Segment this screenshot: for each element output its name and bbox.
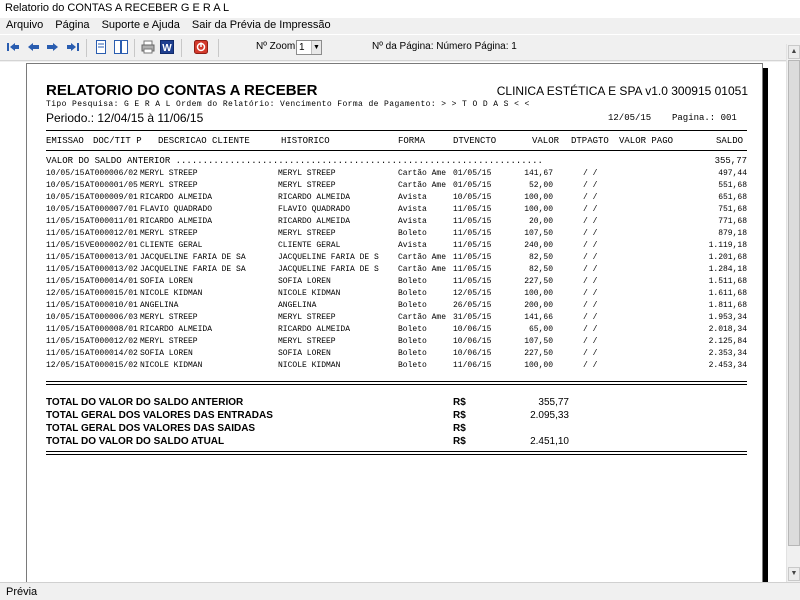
divider [46, 150, 747, 151]
cell-forma: Boleto [398, 229, 427, 238]
cell-vencimento: 11/05/15 [453, 265, 492, 274]
cell-saldo: 2.453,34 [708, 361, 747, 370]
cell-doc: AT000001/05 [85, 181, 138, 190]
col-saldo: SALDO [716, 136, 744, 146]
cell-valor: 141,66 [524, 313, 553, 322]
cell-historico: NICOLE KIDMAN [278, 289, 341, 298]
divider [46, 384, 747, 385]
cell-doc: AT000014/01 [85, 277, 138, 286]
cell-valor: 100,00 [524, 361, 553, 370]
cell-cliente: MERYL STREEP [140, 229, 198, 238]
cell-historico: MERYL STREEP [278, 337, 336, 346]
cell-forma: Avista [398, 193, 427, 202]
cell-historico: SOFIA LOREN [278, 349, 331, 358]
cell-emissao: 12/05/15 [46, 361, 85, 370]
cell-dtpagto: / / [583, 241, 598, 250]
page-number-label: Nº da Página: Número Página: 1 [372, 41, 517, 52]
print-button[interactable] [140, 39, 156, 55]
cell-saldo: 1.284,18 [708, 265, 747, 274]
cell-vencimento: 11/05/15 [453, 205, 492, 214]
cell-cliente: SOFIA LOREN [140, 349, 193, 358]
cell-dtpagto: / / [583, 313, 598, 322]
cell-forma: Boleto [398, 277, 427, 286]
menu-sair-previa[interactable]: Sair da Prévia de Impressão [191, 19, 331, 31]
cell-vencimento: 12/05/15 [453, 289, 492, 298]
cell-forma: Cartão Ame [398, 181, 447, 190]
cell-doc: AT000012/01 [85, 229, 138, 238]
cell-cliente: MERYL STREEP [140, 169, 198, 178]
table-row [27, 229, 764, 241]
cell-emissao: 11/05/15 [46, 229, 85, 238]
cell-emissao: 10/05/15 [46, 313, 85, 322]
cell-valor: 65,00 [528, 325, 553, 334]
cell-saldo: 2.125,84 [708, 337, 747, 346]
cell-historico: RICARDO ALMEIDA [278, 193, 351, 202]
status-bar: Prévia [0, 582, 800, 600]
table-row [27, 265, 764, 277]
col-valor-pago: VALOR PAGO [619, 136, 674, 146]
cell-valor: 227,50 [524, 277, 553, 286]
cell-emissao: 11/05/15 [46, 277, 85, 286]
table-row [27, 361, 764, 373]
cell-historico: NICOLE KIDMAN [278, 361, 341, 370]
cell-valor: 200,00 [524, 301, 553, 310]
two-pages-icon [114, 40, 128, 54]
toolbar-separator [218, 39, 219, 57]
cell-doc: AT000008/01 [85, 325, 138, 334]
cell-emissao: 11/05/15 [46, 349, 85, 358]
total-currency: R$ [453, 410, 466, 421]
zoom-label: Nº Zoom [256, 41, 296, 52]
cell-valor: 20,00 [528, 217, 553, 226]
cell-vencimento: 11/05/15 [453, 241, 492, 250]
cell-saldo: 879,18 [718, 229, 747, 238]
report-period: Periodo.: 12/04/15 à 11/06/15 [46, 111, 204, 125]
cell-forma: Avista [398, 205, 427, 214]
cell-dtpagto: / / [583, 253, 598, 262]
cell-vencimento: 01/05/15 [453, 181, 492, 190]
cell-saldo: 771,68 [718, 217, 747, 226]
cell-emissao: 11/05/15 [46, 325, 85, 334]
cell-cliente: RICARDO ALMEIDA [140, 217, 213, 226]
toolbar-separator [134, 39, 135, 57]
close-preview-button[interactable] [193, 39, 209, 55]
cell-forma: Boleto [398, 337, 427, 346]
table-row [27, 325, 764, 337]
divider [46, 451, 747, 452]
report-page-number: Pagina.: 001 [672, 113, 737, 123]
cell-dtpagto: / / [583, 265, 598, 274]
single-page-button[interactable] [93, 39, 109, 55]
saldo-anterior-label: VALOR DO SALDO ANTERIOR .................................................................... [46, 156, 543, 166]
menu-bar [0, 18, 800, 34]
cell-saldo: 751,68 [718, 205, 747, 214]
cell-vencimento: 10/05/15 [453, 193, 492, 202]
cell-emissao: 11/05/15 [46, 301, 85, 310]
cell-emissao: 11/05/15 [46, 253, 85, 262]
cell-valor: 52,00 [528, 181, 553, 190]
window-title: Relatorio do CONTAS A RECEBER G E R A L [0, 0, 800, 18]
cell-historico: ANGELINA [278, 301, 317, 310]
cell-valor: 100,00 [524, 289, 553, 298]
cell-forma: Boleto [398, 361, 427, 370]
cell-doc: AT000013/01 [85, 253, 138, 262]
total-currency: R$ [453, 423, 466, 434]
report-parameters: Tipo Pesquisa: G E R A L Ordem do Relatório: Vencimento Forma de Pagamento: > > T O D A S < < [46, 100, 530, 109]
cell-forma: Avista [398, 241, 427, 250]
cell-emissao: 10/05/15 [46, 169, 85, 178]
col-dtvencto: DTVENCTO [453, 136, 497, 146]
cell-doc: VE000002/01 [85, 241, 138, 250]
table-row [27, 349, 764, 361]
scroll-thumb[interactable] [788, 60, 800, 546]
cell-saldo: 1.201,68 [708, 253, 747, 262]
printer-icon [141, 40, 155, 54]
cell-emissao: 11/05/15 [46, 241, 85, 250]
table-row [27, 313, 764, 325]
cell-emissao: 12/05/15 [46, 289, 85, 298]
cell-doc: AT000015/01 [85, 289, 138, 298]
table-row [27, 241, 764, 253]
chevron-down-icon: ▼ [311, 41, 321, 54]
cell-doc: AT000012/02 [85, 337, 138, 346]
cell-saldo: 2.018,34 [708, 325, 747, 334]
zoom-value: 1 [299, 42, 305, 53]
table-row [27, 169, 764, 181]
arrow-left-icon [26, 41, 40, 53]
cell-vencimento: 31/05/15 [453, 313, 492, 322]
cell-vencimento: 10/06/15 [453, 349, 492, 358]
cell-vencimento: 11/05/15 [453, 229, 492, 238]
last-page-icon [66, 41, 80, 53]
total-saldo-atual-value: 2.451,10 [530, 436, 569, 447]
toolbar-separator [181, 39, 182, 57]
cell-doc: AT000009/01 [85, 193, 138, 202]
cell-saldo: 651,68 [718, 193, 747, 202]
cell-dtpagto: / / [583, 361, 598, 370]
report-date: 12/05/15 [608, 113, 652, 123]
cell-cliente: FLÁVIO QUADRADO [140, 205, 213, 214]
preview-viewport [0, 62, 786, 582]
cell-forma: Boleto [398, 325, 427, 334]
cell-dtpagto: / / [583, 229, 598, 238]
cell-doc: AT000013/02 [85, 265, 138, 274]
previous-page-button[interactable] [25, 39, 41, 55]
first-page-button[interactable] [5, 39, 21, 55]
cell-valor: 100,00 [524, 205, 553, 214]
cell-emissao: 11/05/15 [46, 217, 85, 226]
total-entradas-label: TOTAL GERAL DOS VALORES DAS ENTRADAS [46, 410, 273, 421]
col-doc: DOC/TIT P [93, 136, 142, 146]
zoom-select[interactable] [296, 40, 322, 55]
cell-doc: AT000011/01 [85, 217, 138, 226]
cell-dtpagto: / / [583, 349, 598, 358]
report-page [26, 63, 763, 582]
scroll-down-icon[interactable]: ▼ [788, 567, 800, 581]
table-row [27, 337, 764, 349]
cell-forma: Cartão Ame [398, 253, 447, 262]
cell-cliente: JACQUELINE FARIA DE SA [140, 253, 246, 262]
total-saidas-label: TOTAL GERAL DOS VALORES DAS SAIDAS [46, 423, 256, 434]
vertical-scrollbar[interactable] [786, 44, 800, 582]
cell-cliente: MERYL STREEP [140, 313, 198, 322]
cell-dtpagto: / / [583, 337, 598, 346]
cell-historico: RICARDO ALMEIDA [278, 325, 351, 334]
cell-vencimento: 11/06/15 [453, 361, 492, 370]
two-pages-button[interactable] [113, 39, 129, 55]
cell-cliente: SOFIA LOREN [140, 277, 193, 286]
col-descricao: DESCRICAO CLIENTE [158, 136, 250, 146]
cell-dtpagto: / / [583, 325, 598, 334]
total-entradas-value: 2.095,33 [530, 410, 569, 421]
total-saldo-atual-label: TOTAL DO VALOR DO SALDO ATUAL [46, 436, 225, 447]
exit-icon [194, 40, 208, 54]
cell-saldo: 1.611,68 [708, 289, 747, 298]
cell-saldo: 497,44 [718, 169, 747, 178]
cell-cliente: NICOLE KIDMAN [140, 289, 203, 298]
cell-dtpagto: / / [583, 289, 598, 298]
table-row [27, 253, 764, 265]
cell-historico: JACQUELINE FARIA DE S [278, 253, 379, 262]
saldo-anterior-value: 355,77 [687, 156, 747, 166]
next-page-button[interactable] [45, 39, 61, 55]
cell-emissao: 11/05/15 [46, 337, 85, 346]
cell-cliente: JACQUELINE FARIA DE SA [140, 265, 246, 274]
cell-dtpagto: / / [583, 181, 598, 190]
total-saldo-anterior-label: TOTAL DO VALOR DO SALDO ANTERIOR [46, 397, 244, 408]
cell-vencimento: 26/05/15 [453, 301, 492, 310]
cell-historico: JACQUELINE FARIA DE S [278, 265, 379, 274]
cell-historico: FLÁVIO QUADRADO [278, 205, 351, 214]
cell-historico: MERYL STREEP [278, 181, 336, 190]
cell-cliente: RICARDO ALMEIDA [140, 325, 213, 334]
cell-forma: Avista [398, 217, 427, 226]
page-icon [95, 40, 107, 54]
cell-doc: AT000007/01 [85, 205, 138, 214]
toolbar-separator [86, 39, 87, 57]
menu-pagina[interactable]: Página [55, 19, 90, 31]
cell-saldo: 1.511,68 [708, 277, 747, 286]
cell-valor: 82,50 [528, 253, 553, 262]
last-page-button[interactable] [65, 39, 81, 55]
first-page-icon [6, 41, 20, 53]
cell-valor: 240,00 [524, 241, 553, 250]
export-word-button[interactable] [159, 39, 175, 55]
cell-cliente: NICOLE KIDMAN [140, 361, 203, 370]
table-row [27, 217, 764, 229]
cell-doc: AT000006/03 [85, 313, 138, 322]
cell-cliente: ANGELINA [140, 301, 179, 310]
cell-dtpagto: / / [583, 277, 598, 286]
table-row [27, 301, 764, 313]
word-icon [160, 40, 174, 54]
cell-emissao: 10/05/15 [46, 193, 85, 202]
col-emissao: EMISSAO [46, 136, 84, 146]
cell-historico: MERYL STREEP [278, 313, 336, 322]
divider [46, 130, 747, 131]
total-saldo-anterior-value: 355,77 [538, 397, 569, 408]
menu-suporte-ajuda[interactable]: Suporte e Ajuda [101, 19, 180, 31]
cell-dtpagto: / / [583, 205, 598, 214]
cell-emissao: 10/05/15 [46, 205, 85, 214]
cell-vencimento: 11/05/15 [453, 277, 492, 286]
cell-valor: 107,50 [524, 337, 553, 346]
cell-saldo: 1.811,68 [708, 301, 747, 310]
clinic-name: CLINICA ESTÉTICA E SPA v1.0 300915 01051 [496, 84, 748, 98]
cell-vencimento: 01/05/15 [453, 169, 492, 178]
cell-doc: AT000014/02 [85, 349, 138, 358]
divider [46, 454, 747, 455]
cell-historico: CLIENTE GERAL [278, 241, 341, 250]
cell-dtpagto: / / [583, 169, 598, 178]
table-row [27, 277, 764, 289]
cell-forma: Boleto [398, 289, 427, 298]
col-historico: HISTORICO [281, 136, 330, 146]
cell-vencimento: 10/06/15 [453, 325, 492, 334]
cell-saldo: 1.119,18 [708, 241, 747, 250]
cell-historico: SOFIA LOREN [278, 277, 331, 286]
cell-forma: Cartão Ame [398, 265, 447, 274]
toolbar [0, 34, 800, 61]
cell-vencimento: 11/05/15 [453, 253, 492, 262]
col-dtpagto: DTPAGTO [571, 136, 609, 146]
cell-valor: 227,50 [524, 349, 553, 358]
cell-forma: Cartão Ame [398, 169, 447, 178]
cell-saldo: 1.953,34 [708, 313, 747, 322]
cell-valor: 100,00 [524, 193, 553, 202]
cell-cliente: MERYL STREEP [140, 337, 198, 346]
cell-emissao: 11/05/15 [46, 265, 85, 274]
cell-emissao: 10/05/15 [46, 181, 85, 190]
cell-forma: Boleto [398, 349, 427, 358]
table-row [27, 289, 764, 301]
cell-vencimento: 10/06/15 [453, 337, 492, 346]
cell-historico: RICARDO ALMEIDA [278, 217, 351, 226]
cell-historico: MERYL STREEP [278, 169, 336, 178]
cell-saldo: 551,68 [718, 181, 747, 190]
arrow-right-icon [46, 41, 60, 53]
total-currency: R$ [453, 397, 466, 408]
cell-forma: Boleto [398, 301, 427, 310]
menu-arquivo[interactable]: Arquivo [6, 19, 44, 31]
total-currency: R$ [453, 436, 466, 447]
divider [46, 381, 747, 382]
cell-cliente: RICARDO ALMEIDA [140, 193, 213, 202]
cell-historico: MERYL STREEP [278, 229, 336, 238]
col-valor: VALOR [532, 136, 560, 146]
col-forma: FORMA [398, 136, 426, 146]
table-row [27, 205, 764, 217]
cell-doc: AT000006/02 [85, 169, 138, 178]
cell-dtpagto: / / [583, 193, 598, 202]
cell-dtpagto: / / [583, 217, 598, 226]
cell-forma: Cartão Ame [398, 313, 447, 322]
table-row [27, 193, 764, 205]
cell-cliente: MERYL STREEP [140, 181, 198, 190]
cell-dtpagto: / / [583, 301, 598, 310]
cell-saldo: 2.353,34 [708, 349, 747, 358]
svg-text:W: W [162, 43, 172, 54]
cell-valor: 141,67 [524, 169, 553, 178]
cell-valor: 107,50 [524, 229, 553, 238]
cell-valor: 82,50 [528, 265, 553, 274]
cell-vencimento: 11/05/15 [453, 217, 492, 226]
cell-cliente: CLIENTE GERAL [140, 241, 203, 250]
table-row [27, 181, 764, 193]
scroll-up-icon[interactable]: ▲ [788, 45, 800, 59]
cell-doc: AT000015/02 [85, 361, 138, 370]
report-title: RELATORIO DO CONTAS A RECEBER [46, 82, 318, 99]
cell-doc: AT000010/01 [85, 301, 138, 310]
